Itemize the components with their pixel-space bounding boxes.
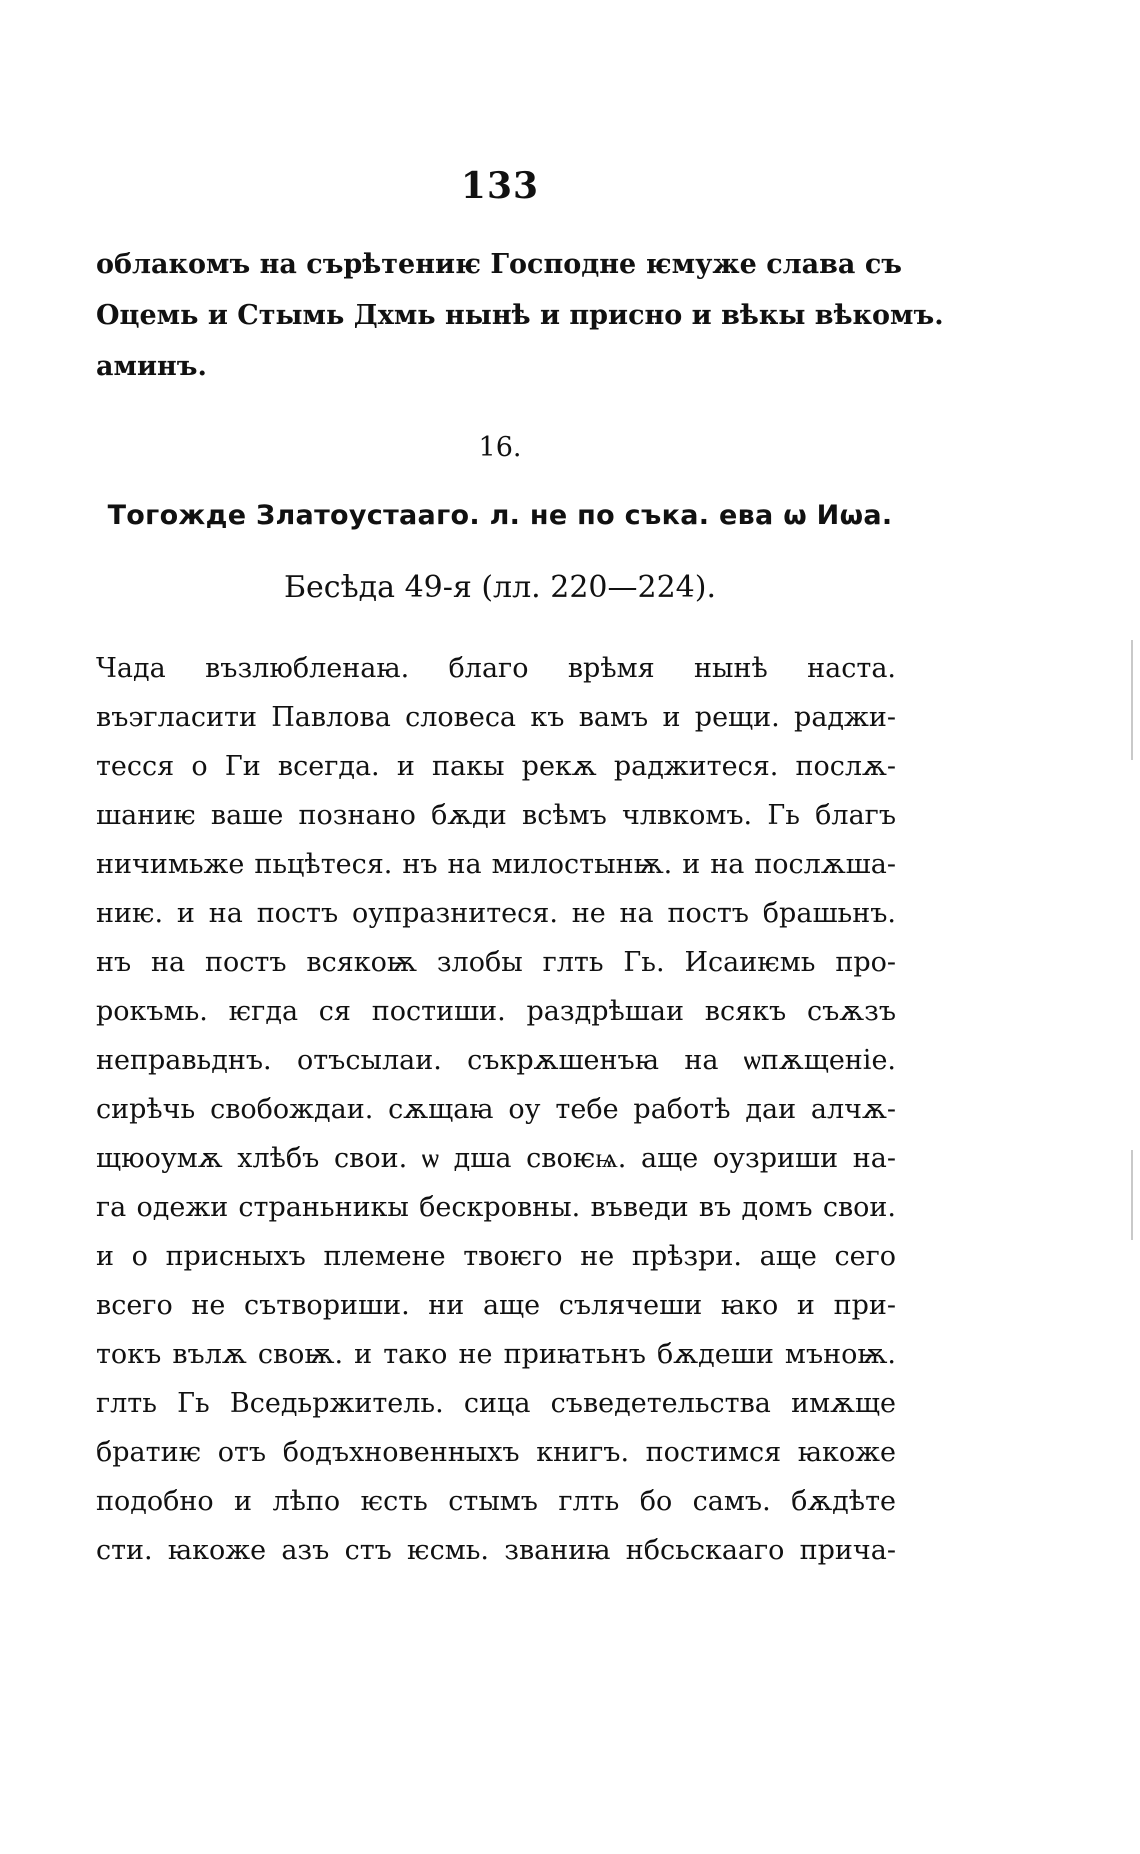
- section-subheading: Бесѣда 49-я (лл. 220—224).: [283, 570, 716, 605]
- body-line: сирѣчь свобождаи. сѫщаꙗ оу тебе работѣ даи алчѫ-: [96, 1094, 896, 1125]
- body-line: тесся о Ги всегда. и пакы рекѫ раджитеся. послѫ-: [96, 751, 896, 782]
- body-line: сти. ꙗкоже азъ стъ ѥсмь. званиꙗ нбсьскааго прича-: [96, 1535, 896, 1566]
- body-line: всего не сътвориши. ни аще сълячеши ꙗко и при-: [96, 1290, 896, 1321]
- body-line: га одежи страньникы бескровны. въведи въ домъ свои.: [96, 1192, 896, 1223]
- body-line: братиѥ отъ бодъхновенныхъ книгъ. постимся ꙗкоже: [96, 1437, 896, 1468]
- body-line: въэгласити Павлова словеса къ вамъ и рещи. раджи-: [96, 702, 896, 733]
- body-line: подобно и лѣпо ѥсть стымъ глть бо самъ. бѫдѣте: [96, 1486, 896, 1517]
- body-line: токъ вълѫ своѭ. и тако не приꙗтьнъ бѫдеши мъноѭ.: [96, 1339, 896, 1370]
- body-line: рокъмь. ѥгда ся постиши. раздрѣшаи всякъ съѫзъ: [96, 996, 896, 1027]
- body-line: нъ на постъ всякоѭ злобы глть Гь. Исаиѥмь про-: [96, 947, 896, 978]
- body-line: неправьднъ. отъсылаи. съкрѫшенъꙗ на ѡпѫщеніе.: [96, 1045, 896, 1076]
- body-line: шаниѥ ваше познано бѫди всѣмъ члвкомъ. Гь благъ: [96, 800, 896, 831]
- body-line: Чада възлюбленаꙗ. благо врѣмя нынѣ наста.: [96, 653, 896, 684]
- scan-edge-mark: [1131, 1150, 1133, 1240]
- continuation-line: облакомъ на сърѣтениѥ Господне ѥмуже слава съ: [96, 249, 902, 280]
- scan-edge-mark: [1131, 640, 1133, 760]
- continuation-line: Оцемь и Стымь Дхмь нынѣ и присно и вѣкы вѣкомъ.: [96, 300, 944, 331]
- body-line: глть Гь Вседьржитель. сица съведетельства имѫще: [96, 1388, 896, 1419]
- section-number: 16.: [478, 432, 522, 463]
- continuation-line: аминъ.: [96, 351, 207, 382]
- body-line: и о присныхъ племене твоѥго не прѣзри. аще сего: [96, 1241, 896, 1272]
- body-line: ничимьже пьцѣтеся. нъ на милостынѭ. и на послѫша-: [96, 849, 896, 880]
- section-heading: Тогожде Златоустааго. л. не по съка. ева ѡ Иѡа.: [107, 500, 893, 531]
- page-number: 133: [460, 165, 540, 207]
- body-line: ниѥ. и на постъ оупразнитеся. не на постъ брашьнъ.: [96, 898, 896, 929]
- body-line: щюоумѫ хлѣбъ свои. ѡ дша своѥѩ. аще оузриши на-: [96, 1143, 896, 1174]
